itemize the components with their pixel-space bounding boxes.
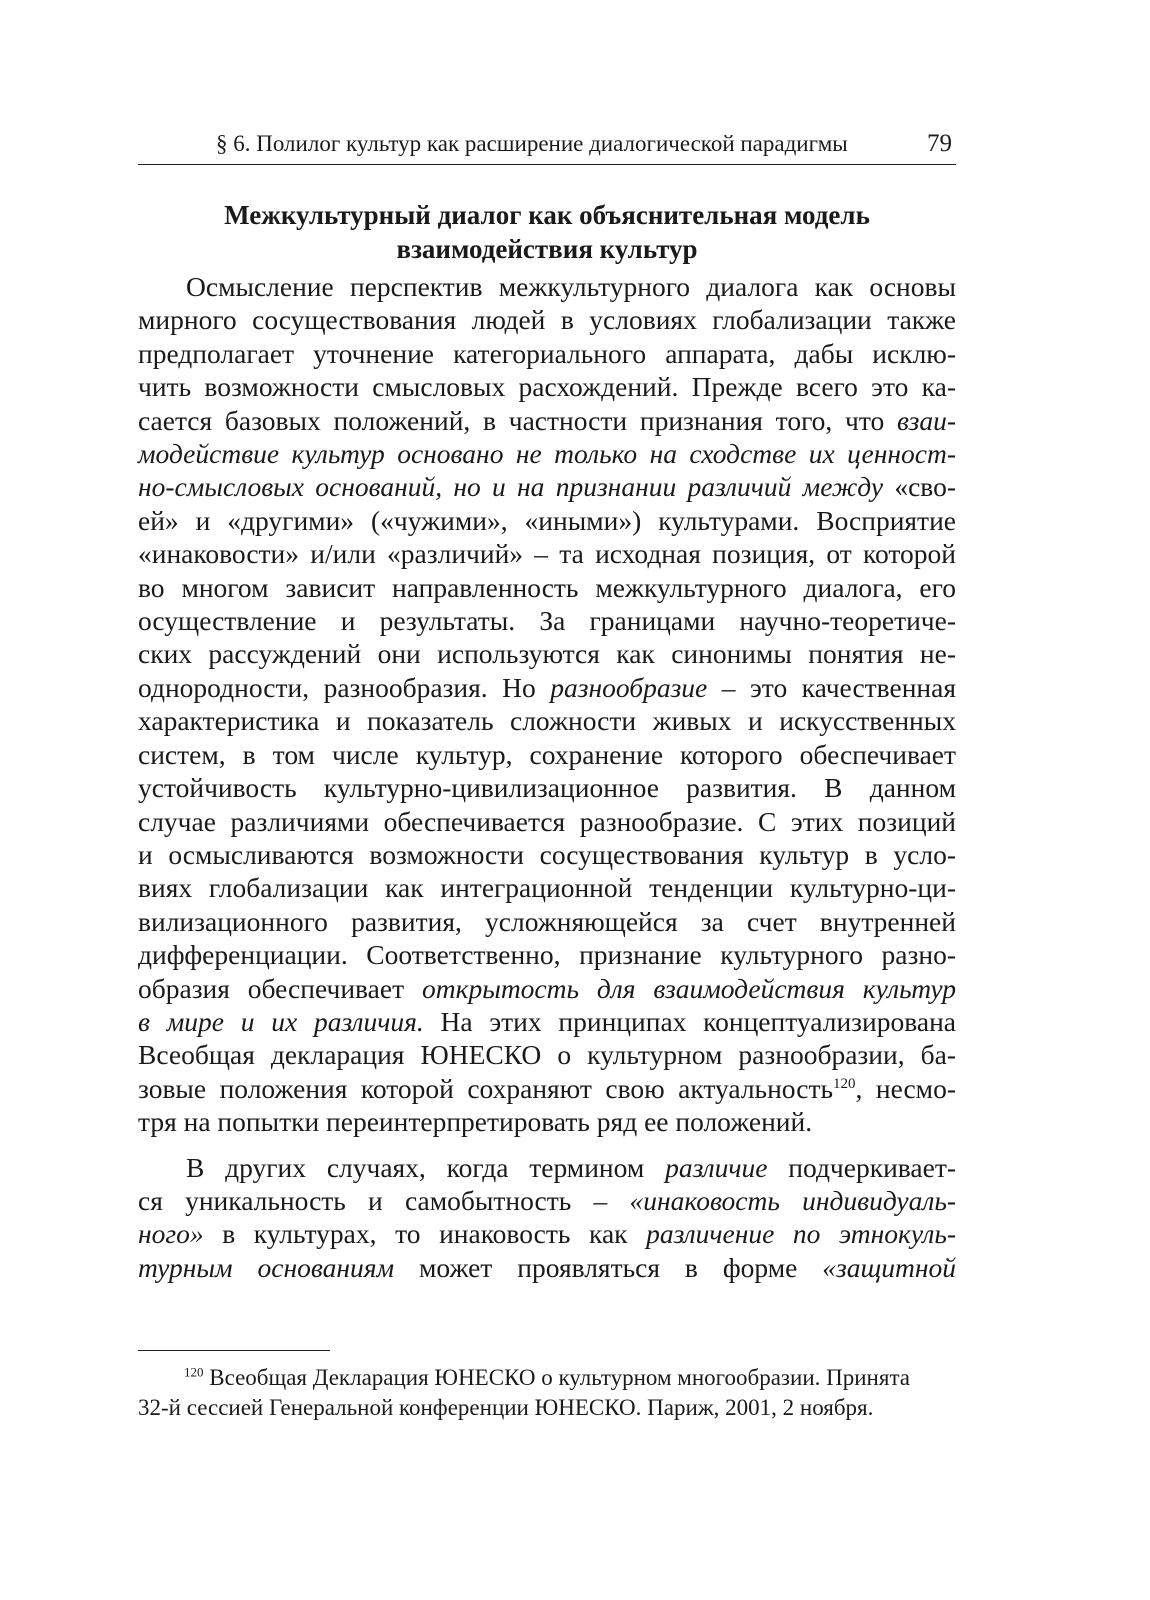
text-line	[138, 1072, 956, 1105]
text-line: виях глобализации как интеграционной тенденции культурно-ци-	[138, 872, 956, 904]
paragraph-1	[138, 270, 956, 1139]
italic-run: в мире и их различия.	[138, 1005, 424, 1037]
text-line: систем, в том числе культур, сохранение которого обеспечивает	[138, 738, 956, 770]
text-line	[138, 671, 956, 704]
heading-line-2: взаимодействия культур	[396, 234, 698, 264]
text-run: однородности, разнообразия. Но	[138, 671, 536, 703]
text-line: и осмысливаются возможности сосуществования культур в усло-	[138, 838, 956, 870]
italic-run: различение по этнокуль-	[646, 1218, 957, 1250]
text-line	[138, 1184, 956, 1217]
running-title: § 6. Полилог культур как расширение диалогической парадигмы	[216, 131, 848, 156]
italic-run: «инаковость индивидуаль-	[629, 1184, 957, 1216]
text-run: В других случаях, когда термином	[186, 1151, 645, 1183]
text-line: во многом зависит направленность межкультурного диалога, его	[138, 571, 956, 603]
paragraph-2	[138, 1151, 956, 1285]
text-run: образия обеспечивает	[138, 972, 405, 1004]
text-run: сается базовых положений, в частности признания того, что	[138, 404, 885, 436]
text-line	[138, 972, 956, 1005]
text-line: мирного сосуществования людей в условиях глобализации также	[138, 304, 956, 336]
text-line: тря на попытки переинтерпретировать ряд ее положений.	[138, 1106, 813, 1138]
footnote-line: 32-й сессией Генеральной конференции ЮНЕСКО. Париж, 2001, 2 ноября.	[138, 1395, 874, 1420]
text-line	[138, 1005, 956, 1038]
running-head	[138, 124, 956, 165]
text-line: дифференциации. Соответственно, признание культурного разно-	[138, 939, 956, 971]
text-line: ей» и «другими» («чужими», «иными») культурами. Восприятие	[138, 504, 956, 536]
text-line: предполагает уточнение категориального аппарата, дабы исклю-	[138, 337, 956, 369]
text-line: чить возможности смысловых расхождений. Прежде всего это ка-	[138, 371, 956, 403]
footnote-separator	[138, 1350, 330, 1351]
text-run: , несмо-	[855, 1072, 956, 1104]
text-line: осуществление и результаты. За границами научно-теоретиче-	[138, 605, 956, 637]
footnote-number: 120	[184, 1364, 204, 1380]
text-run: «сво-	[894, 471, 956, 503]
text-line	[138, 1217, 956, 1250]
italic-run: разнообразие	[550, 671, 708, 703]
italic-run: взаи-	[897, 404, 956, 436]
text-run: зовые положения которой сохраняют свою актуальность	[138, 1072, 834, 1104]
text-run: ся уникальность и самобытность –	[138, 1184, 608, 1216]
italic-run: турным основаниям	[138, 1251, 395, 1283]
text-run: Всеобщая Декларация ЮНЕСКО о культурном многообразии. Принята	[209, 1365, 910, 1390]
footnote-ref[interactable]: 120	[833, 1075, 856, 1092]
italic-run: «защитной	[822, 1251, 956, 1283]
page-number: 79	[927, 130, 952, 157]
section-heading	[138, 198, 956, 266]
text-run: – это качественная	[721, 671, 956, 703]
text-run: может проявляться в форме	[419, 1251, 798, 1283]
text-line	[138, 1151, 956, 1184]
text-line	[138, 1251, 956, 1284]
footnote	[138, 1363, 956, 1423]
body-text	[138, 270, 956, 1284]
italic-run: открытость для взаимодействия культур	[421, 972, 956, 1004]
text-line: вилизационного развития, усложняющейся за счет внутренней	[138, 905, 956, 937]
text-line: Всеобщая декларация ЮНЕСКО о культурном разнообразии, ба-	[138, 1039, 956, 1071]
text-run: в культурах, то инаковость как	[222, 1218, 628, 1250]
italic-run: модействие культур основано не только на сходстве их ценност-	[138, 438, 956, 470]
text-line	[138, 404, 956, 437]
italic-run: ного»	[138, 1218, 204, 1250]
text-line	[138, 470, 956, 503]
footnote-line	[138, 1363, 956, 1393]
text-line: Осмысление перспектив межкультурного диалога как основы	[186, 271, 956, 302]
text-line: устойчивость культурно-цивилизационное развития. В данном	[138, 772, 956, 804]
text-line: «инаковости» и/или «различий» – та исходная позиция, от которой	[138, 538, 956, 570]
text-line: ских рассуждений они используются как синонимы понятия не-	[138, 638, 956, 670]
italic-run: различие	[665, 1151, 768, 1183]
italic-run: но-смысловых оснований, но и на признании различий между	[138, 471, 884, 503]
text-line	[138, 437, 956, 470]
heading-line-1: Межкультурный диалог как объяснительная модель	[224, 200, 870, 230]
text-run: На этих принципах концептуализирована	[440, 1005, 956, 1037]
text-run: подчеркивает-	[788, 1151, 957, 1183]
text-line: случае различиями обеспечивается разнообразие. С этих позиций	[138, 805, 956, 837]
text-line: характеристика и показатель сложности живых и искусственных	[138, 705, 956, 737]
